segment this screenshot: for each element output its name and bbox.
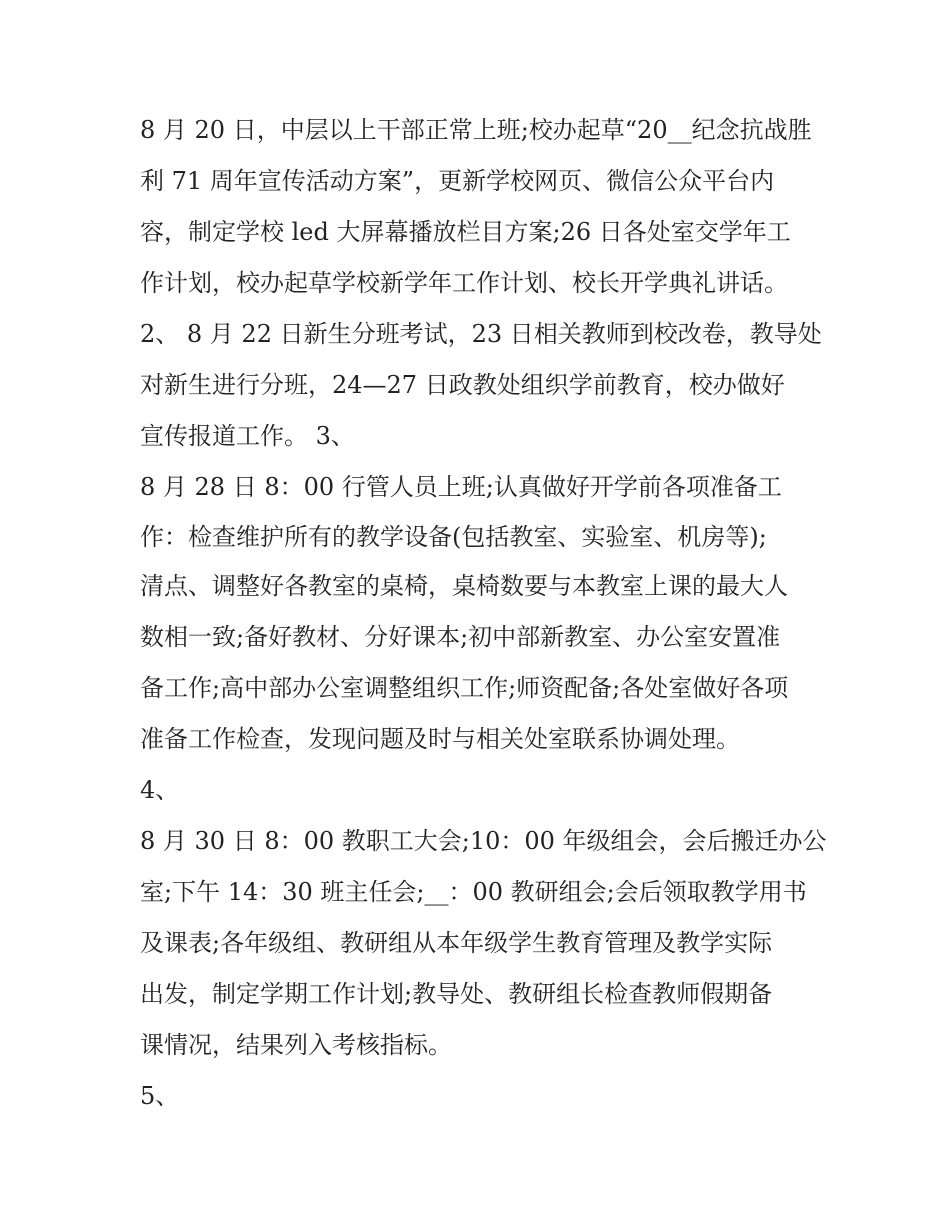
text-line-13: 准备工作检查，发现问题及时与相关处室联系协调处理。 — [140, 725, 740, 753]
text-line-16: 室;下午 14：30 班主任会;__：00 教研组会;会后领取教学用书 — [140, 878, 807, 906]
text-line-5: 2、 8 月 22 日新生分班考试，23 日相关教师到校改卷，教导处 — [140, 320, 822, 348]
text-line-12: 备工作;高中部办公室调整组织工作;师资配备;各处室做好各项 — [140, 674, 789, 702]
text-line-4: 作计划，校办起草学校新学年工作计划、校长开学典礼讲话。 — [140, 269, 788, 297]
text-line-15: 8 月 30 日 8：00 教职工大会;10：00 年级组会，会后搬迁办公 — [140, 827, 827, 855]
text-line-17: 及课表;各年级组、教研组从本年级学生教育管理及教学实际 — [140, 929, 773, 957]
text-line-3: 容，制定学校 led 大屏幕播放栏目方案;26 日各处室交学年工 — [140, 218, 791, 246]
text-line-2: 利 71 周年宣传活动方案”，更新学校网页、微信公众平台内 — [140, 167, 775, 195]
text-line-20: 5、 — [140, 1082, 180, 1110]
text-line-10: 清点、调整好各教室的桌椅，桌椅数要与本教室上课的最大人 — [140, 572, 788, 600]
text-line-14: 4、 — [140, 776, 180, 804]
text-line-7: 宣传报道工作。 3、 — [140, 422, 355, 450]
text-line-8: 8 月 28 日 8：00 行管人员上班;认真做好开学前各项准备工 — [140, 473, 782, 501]
text-line-18: 出发，制定学期工作计划;教导处、教研组长检查教师假期备 — [140, 980, 773, 1008]
text-line-6: 对新生进行分班，24—27 日政教处组织学前教育，校办做好 — [140, 371, 785, 399]
text-line-19: 课情况，结果列入考核指标。 — [140, 1031, 452, 1059]
text-line-9: 作：检查维护所有的教学设备(包括教室、实验室、机房等); — [140, 523, 767, 551]
text-line-1: 8 月 20 日，中层以上干部正常上班;校办起草“20__纪念抗战胜 — [140, 116, 812, 144]
text-line-11: 数相一致;备好教材、分好课本;初中部新教室、办公室安置准 — [140, 623, 781, 651]
